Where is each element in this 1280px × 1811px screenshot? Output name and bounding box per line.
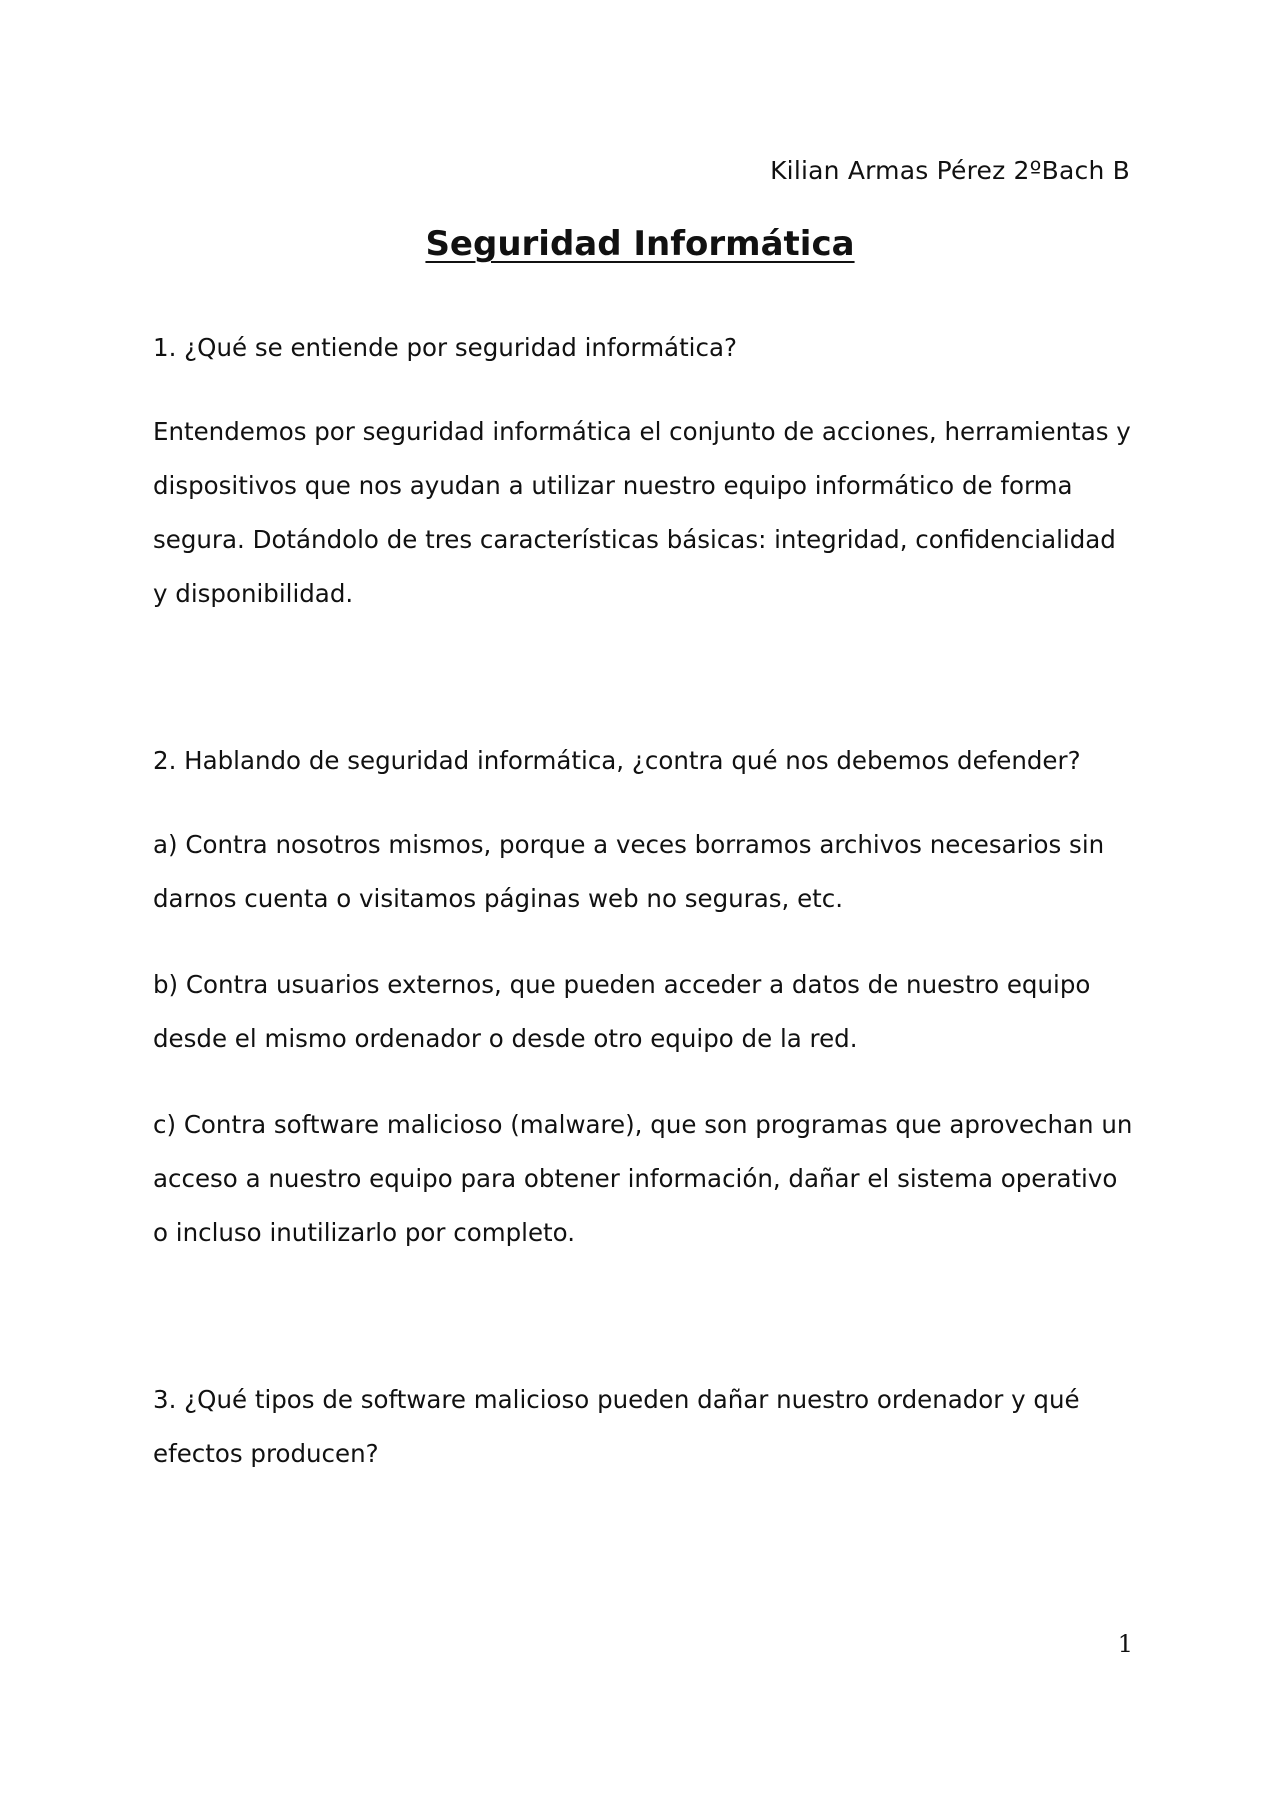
question-2: 2. Hablando de seguridad informática, ¿contra qué nos debemos defender? xyxy=(153,746,1081,775)
author-line: Kilian Armas Pérez 2ºBach B xyxy=(770,156,1130,185)
question-1: 1. ¿Qué se entiende por seguridad informática? xyxy=(153,333,737,362)
answer-1-paragraph: Entendemos por seguridad informática el conjunto de acciones, herramientas y dispositivos que nos ayudan a utilizar nuestro equipo informático de forma segura. Dotándolo de tres características básicas: integridad, confidencialidad y disponibilidad. xyxy=(153,417,1131,608)
question-3: 3. ¿Qué tipos de software malicioso pueden dañar nuestro ordenador y qué efectos producen? xyxy=(153,1385,1080,1468)
document-title: Seguridad Informática xyxy=(425,224,855,264)
page-number: 1 xyxy=(1117,1630,1133,1658)
answer-2a-paragraph: a) Contra nosotros mismos, porque a veces borramos archivos necesarios sin darnos cuenta o visitamos páginas web no seguras, etc. xyxy=(153,830,1105,913)
answer-2b-paragraph: b) Contra usuarios externos, que pueden acceder a datos de nuestro equipo desde el mismo ordenador o desde otro equipo de la red. xyxy=(153,970,1091,1053)
document-body xyxy=(153,321,1138,1481)
answer-2c-paragraph: c) Contra software malicioso (malware), que son programas que aprovechan un acceso a nuestro equipo para obtener información, dañar el sistema operativo o incluso inutilizarlo por completo. xyxy=(153,1110,1133,1247)
